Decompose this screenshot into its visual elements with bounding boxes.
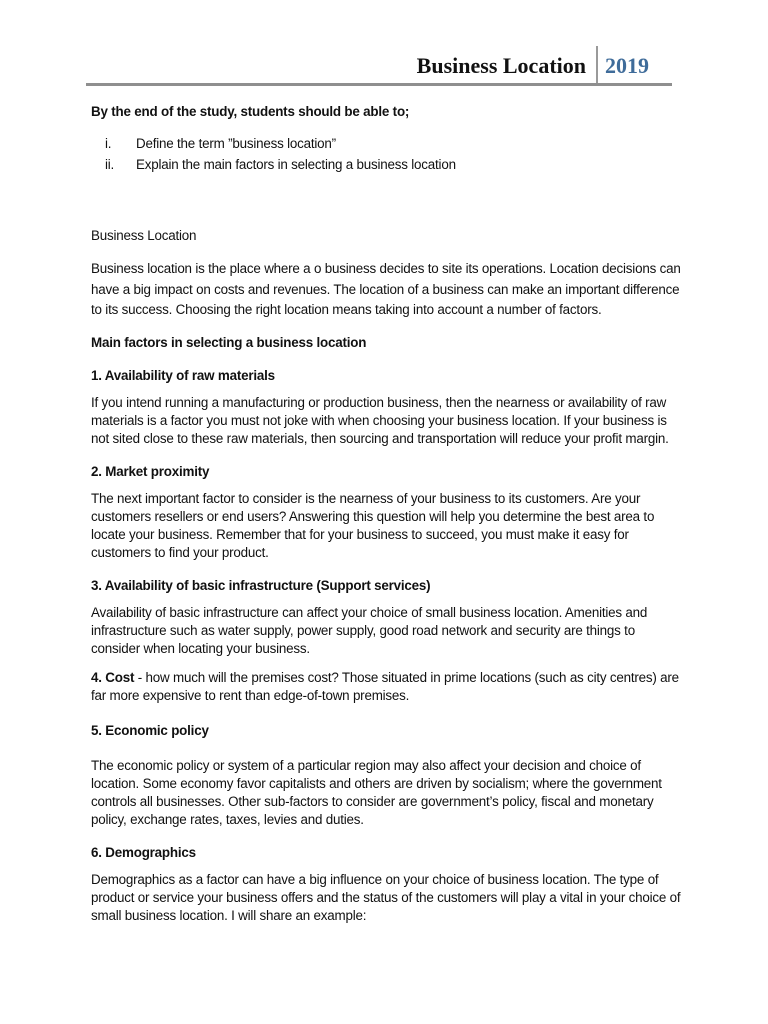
factor-heading: 3. Availability of basic infrastructure (Support services) bbox=[91, 577, 431, 593]
list-item-number: i. bbox=[105, 136, 112, 151]
definition-term: Business location bbox=[91, 261, 192, 276]
header-rule bbox=[86, 83, 672, 86]
factor-heading: 4. Cost bbox=[91, 669, 135, 685]
definition-text: is the place where a o business decides to site its operations. Location decisions can have a big impact on costs and revenues. The location of a business can make an important difference to its success. Choosing the right location means taking into account a number of factors. bbox=[91, 261, 681, 317]
factor-text: Availability of basic infrastructure can affect your choice of small business location. Amenities and infrastructure such as water supply, power supply, good road network and security are things to consider when locating your business. bbox=[91, 604, 648, 656]
factor-cost-paragraph bbox=[91, 669, 681, 705]
factor-text: - how much will the premises cost? Those situated in prime locations (such as city centres) are far more expensive to rent than edge-of-town premises. bbox=[91, 669, 679, 703]
factor-text: The next important factor to consider is the nearness of your business to its customers. Are your customers resellers or end users? Answering this question will help you determine the best area to locate your business. Remember that for your business to succeed, you must make it easy for customers to find your product. bbox=[91, 490, 655, 560]
list-item bbox=[91, 156, 681, 177]
list-item-text: Define the term ”business location” bbox=[136, 136, 336, 151]
list-item-text: Explain the main factors in selecting a business location bbox=[136, 157, 456, 172]
objectives-list bbox=[91, 135, 681, 177]
list-item bbox=[91, 135, 681, 156]
factor-heading: 1. Availability of raw materials bbox=[91, 367, 275, 383]
list-item-number: ii. bbox=[105, 157, 115, 172]
factor-text: Demographics as a factor can have a big influence on your choice of business location. The type of product or service your business offers and the status of the customers will play a vital in your choice of small business location. I will share an example: bbox=[91, 871, 681, 923]
header-year: 2019 bbox=[605, 53, 649, 78]
factor-heading: 5. Economic policy bbox=[91, 722, 209, 738]
factor-text: The economic policy or system of a particular region may also affect your decision and choice of location. Some economy favor capitalists and others are driven by socialism; where the government controls all businesses. Other sub-factors to consider are government’s policy, fiscal and monetary policy, exchange rates, taxes, levies and duties. bbox=[91, 757, 662, 827]
factors-heading: Main factors in selecting a business location bbox=[91, 334, 367, 350]
factor-heading: 2. Market proximity bbox=[91, 463, 210, 479]
factor-text: If you intend running a manufacturing or production business, then the nearness or availability of raw materials is a factor you must not joke with when choosing your business location. If your business is not sited close to these raw materials, then sourcing and transportation will reduce your profit margin. bbox=[91, 394, 669, 446]
page-header bbox=[86, 46, 672, 86]
header-title: Business Location bbox=[416, 53, 586, 78]
document-body bbox=[91, 103, 681, 925]
section-heading: Business Location bbox=[91, 228, 197, 243]
factor-heading: 6. Demographics bbox=[91, 844, 196, 860]
header-separator bbox=[596, 46, 598, 84]
objectives-intro: By the end of the study, students should be able to; bbox=[91, 104, 410, 119]
definition-paragraph bbox=[91, 259, 681, 321]
